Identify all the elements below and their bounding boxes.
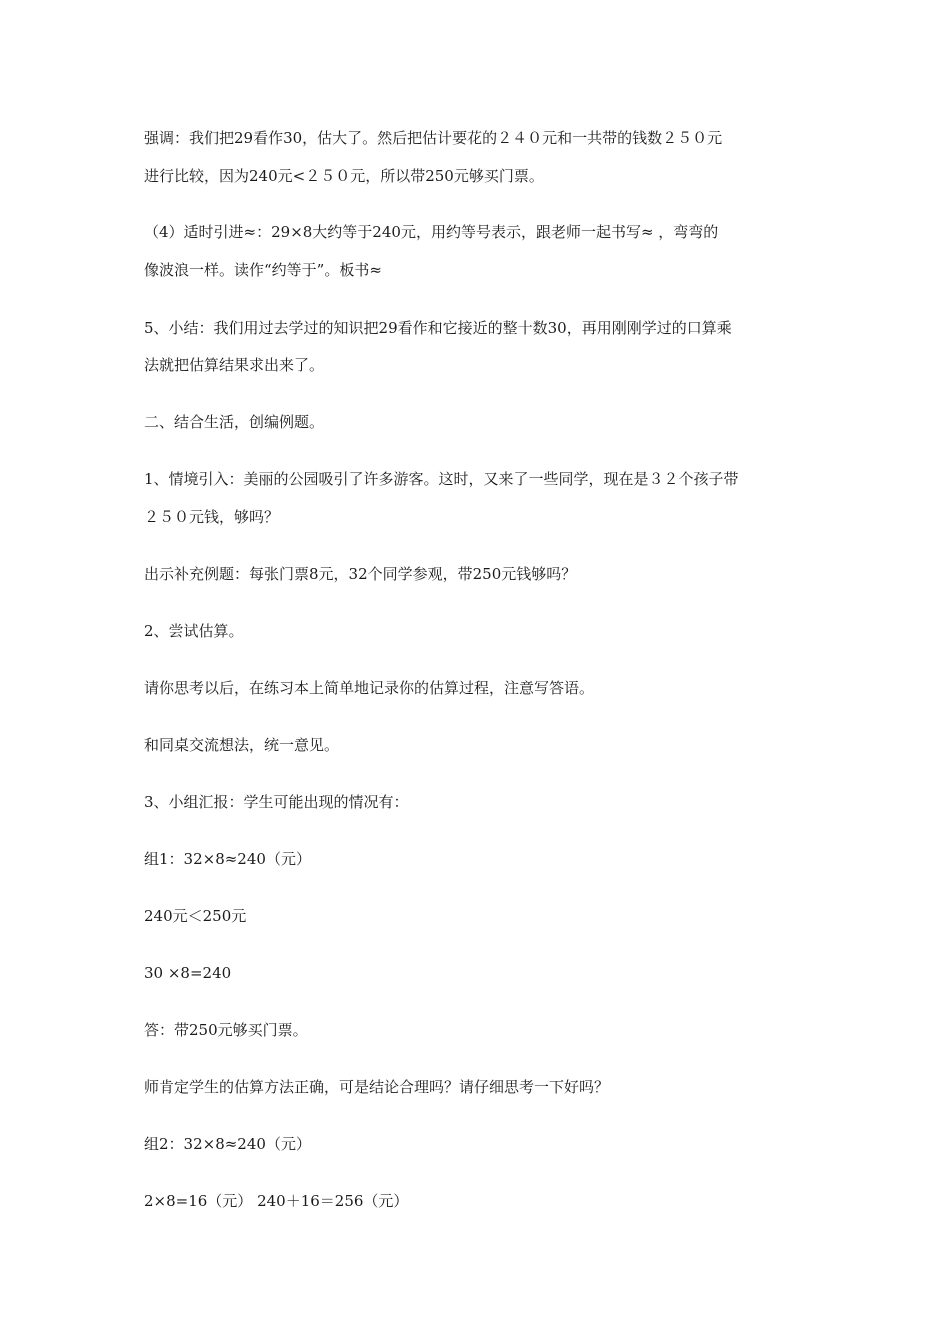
paragraph-context-line-2: ２５０元钱，够吗？	[144, 508, 280, 526]
paragraph-summary-line-2: 法就把估算结果求出来了。	[144, 356, 325, 374]
group-2-calc: 2×8=16（元） 240＋16＝256（元）	[144, 1192, 409, 1210]
paragraph-emphasis-line-2: 进行比较，因为240元<２５０元，所以带250元够买门票。	[144, 167, 544, 185]
group-1-answer: 答：带250元够买门票。	[144, 1021, 308, 1039]
group-1-calc: 30 ×8=240	[144, 964, 232, 982]
example-problem: 出示补充例题：每张门票8元，32个同学参观，带250元钱够吗？	[144, 565, 577, 583]
section-heading: 二、结合生活，创编例题。	[144, 413, 325, 431]
discussion-text: 和同桌交流想法，统一意见。	[144, 736, 340, 754]
group-1-compare: 240元＜250元	[144, 907, 247, 925]
group-1-estimate: 组1：32×8≈240（元）	[144, 850, 311, 868]
step-group-report: 3、小组汇报：学生可能出现的情况有：	[144, 793, 409, 811]
instruction-text: 请你思考以后，在练习本上简单地记录你的估算过程，注意写答语。	[144, 679, 595, 697]
paragraph-emphasis-line-1: 强调：我们把29看作30，估大了。然后把估计要花的２４０元和一共带的钱数２５０元	[144, 129, 723, 147]
group-2-estimate: 组2：32×8≈240（元）	[144, 1135, 311, 1153]
step-try-estimate: 2、尝试估算。	[144, 622, 244, 640]
paragraph-summary-line-1: 5、小结：我们用过去学过的知识把29看作和它接近的整十数30，再用刚刚学过的口算乘	[144, 319, 732, 337]
paragraph-approx-line-2: 像波浪一样。读作“约等于”。板书≈	[144, 261, 382, 279]
teacher-comment: 师肯定学生的估算方法正确，可是结论合理吗？请仔细思考一下好吗？	[144, 1078, 610, 1096]
paragraph-context-line-1: 1、情境引入：美丽的公园吸引了许多游客。这时，又来了一些同学，现在是３２个孩子带	[144, 470, 739, 488]
paragraph-approx-line-1: （4）适时引进≈：29×8大约等于240元，用约等号表示，跟老师一起书写≈ ，弯弯的	[144, 223, 719, 241]
